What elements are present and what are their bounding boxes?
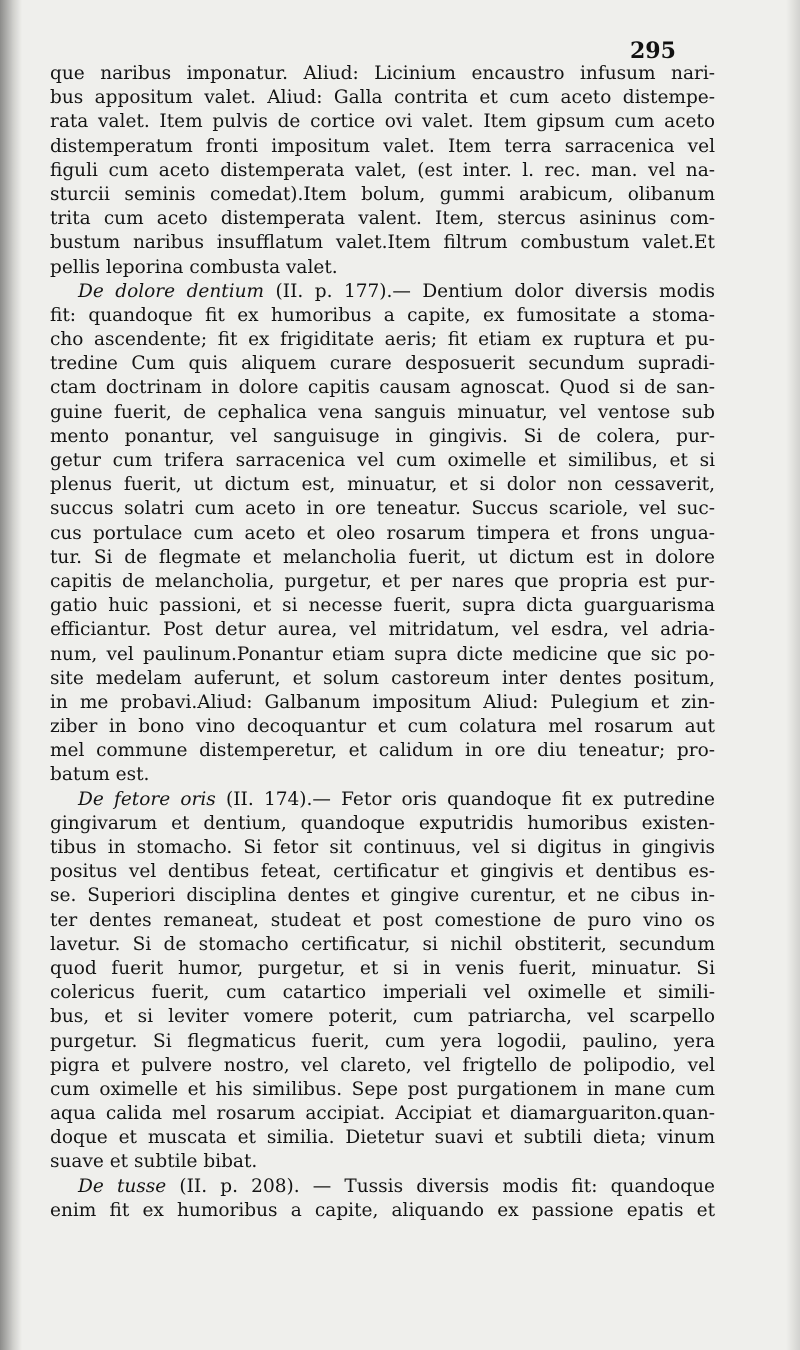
text-line bbox=[50, 522, 715, 546]
line-text: fit: quandoque fit ex humoribus a capite, ex fumositate a stoma- bbox=[50, 304, 715, 326]
text-line bbox=[50, 594, 715, 618]
line-text: purgetur. Si flegmaticus fuerit, cum yera logodii, paulino, yera bbox=[50, 1030, 715, 1052]
line-text: site medelam auferunt, et solum castoreum inter dentes positum, bbox=[50, 667, 715, 689]
text-line bbox=[50, 667, 715, 691]
text-line bbox=[50, 618, 715, 642]
line-text: bus, et si leviter vomere poterit, cum patriarcha, vel scarpello bbox=[50, 1006, 715, 1028]
line-text: capitis de melancholia, purgetur, et per nares que propria est pur- bbox=[50, 570, 715, 592]
line-text: guine fuerit, de cephalica vena sanguis minuatur, vel ventose sub bbox=[50, 401, 715, 423]
line-text: in me probavi.Aliud: Galbanum impositum Aliud: Pulegium et zin- bbox=[50, 691, 715, 713]
line-text: gatio huic passioni, et si necesse fuerit, supra dicta guarguarisma bbox=[50, 595, 715, 617]
text-line bbox=[50, 304, 715, 328]
page-number: 295 bbox=[630, 38, 676, 64]
line-text: trita cum aceto distemperata valent. Item, stercus asininus com- bbox=[50, 208, 715, 230]
text-line bbox=[50, 328, 715, 352]
text-line bbox=[50, 159, 715, 183]
line-text: pigra et pulvere nostro, vel clareto, vel frigtello de polipodio, vel bbox=[50, 1054, 715, 1076]
text-line bbox=[50, 183, 715, 207]
text-line bbox=[50, 812, 715, 836]
line-text: (II. p. 208). — Tussis diversis modis fit: quandoque bbox=[166, 1175, 715, 1197]
text-line bbox=[50, 739, 715, 763]
line-text: lavetur. Si de stomacho certificatur, si nichil obstiterit, secundum bbox=[50, 933, 715, 955]
text-line bbox=[50, 884, 715, 908]
text-line bbox=[50, 860, 715, 884]
text-line bbox=[50, 110, 715, 134]
text-line bbox=[50, 836, 715, 860]
text-line bbox=[50, 62, 715, 86]
text-line bbox=[50, 643, 715, 667]
section-heading-line bbox=[50, 280, 715, 304]
line-text: se. Superiori disciplina dentes et gingive curentur, et ne cibus in- bbox=[50, 885, 715, 907]
text-line bbox=[50, 473, 715, 497]
section-heading-line bbox=[50, 1175, 715, 1199]
line-text: cus portulace cum aceto et oleo rosarum timpera et frons ungua- bbox=[50, 522, 715, 544]
text-line bbox=[50, 1102, 715, 1126]
line-text: ziber in bono vino decoquantur et cum colatura mel rosarum aut bbox=[50, 716, 715, 738]
line-text: (II. 174).— Fetor oris quandoque fit ex putredine bbox=[215, 788, 715, 810]
binding-shadow bbox=[0, 0, 22, 1350]
line-text: enim fit ex humoribus a capite, aliquando ex passione epatis et bbox=[50, 1199, 715, 1221]
line-text: ter dentes remaneat, studeat et post comestione de puro vino os bbox=[50, 909, 715, 931]
text-line bbox=[50, 231, 715, 255]
line-text: cho ascendente; fit ex frigiditate aeris; fit etiam ex ruptura et pu- bbox=[50, 329, 715, 351]
line-text: (II. p. 177).— Dentium dolor diversis modis bbox=[264, 280, 715, 302]
text-line bbox=[50, 1030, 715, 1054]
text-line bbox=[50, 207, 715, 231]
line-text: bus appositum valet. Aliud: Galla contrita et cum aceto distempe- bbox=[50, 87, 715, 109]
text-line bbox=[50, 1126, 715, 1150]
line-text: cum oximelle et his similibus. Sepe post purgationem in mane cum bbox=[50, 1078, 715, 1100]
line-text: efficiantur. Post detur aurea, vel mitridatum, vel esdra, vel adria- bbox=[50, 619, 715, 641]
line-text: figuli cum aceto distemperata valet, (est inter. l. rec. man. vel na- bbox=[50, 159, 715, 181]
text-line bbox=[50, 497, 715, 521]
text-line bbox=[50, 715, 715, 739]
text-line bbox=[50, 425, 715, 449]
text-line bbox=[50, 909, 715, 933]
line-text: plenus fuerit, ut dictum est, minuatur, et si dolor non cessaverit, bbox=[50, 474, 715, 496]
text-line bbox=[50, 449, 715, 473]
line-text: aqua calida mel rosarum accipiat. Accipiat et diamarguariton.quan- bbox=[50, 1103, 715, 1125]
text-line bbox=[50, 86, 715, 110]
text-line bbox=[50, 957, 715, 981]
line-text: doque et muscata et similia. Dietetur suavi et subtili dieta; vinum bbox=[50, 1127, 715, 1149]
line-text: bustum naribus insufflatum valet.Item filtrum combustum valet.Et bbox=[50, 232, 715, 254]
line-text: succus solatri cum aceto in ore teneatur. Succus scariole, vel suc- bbox=[50, 498, 715, 520]
line-text: rata valet. Item pulvis de cortice ovi valet. Item gipsum cum aceto bbox=[50, 111, 715, 133]
body-text bbox=[50, 62, 715, 1223]
text-line bbox=[50, 570, 715, 594]
line-text: suave et subtile bibat. bbox=[50, 1151, 258, 1173]
line-text: tredine Cum quis aliquem curare desposuerit secundum supradi- bbox=[50, 353, 715, 375]
section-heading-line bbox=[50, 788, 715, 812]
text-line bbox=[50, 1078, 715, 1102]
text-line bbox=[50, 763, 715, 787]
line-text: sturcii seminis comedat).Item bolum, gummi arabicum, olibanum bbox=[50, 183, 715, 205]
line-text: batum est. bbox=[50, 764, 150, 786]
line-text: colericus fuerit, cum catartico imperiali vel oximelle et simili- bbox=[50, 982, 715, 1004]
text-line bbox=[50, 1005, 715, 1029]
section-heading: De fetore oris bbox=[78, 788, 216, 810]
line-text: que naribus imponatur. Aliud: Licinium encaustro infusum nari- bbox=[50, 63, 715, 84]
line-text: tur. Si de flegmate et melancholia fuerit, ut dictum est in dolore bbox=[50, 546, 715, 568]
text-line bbox=[50, 981, 715, 1005]
line-text: getur cum trifera sarracenica vel cum oximelle et similibus, et si bbox=[50, 450, 715, 471]
text-line bbox=[50, 376, 715, 400]
line-text: tibus in stomacho. Si fetor sit continuus, vel si digitus in gingivis bbox=[50, 837, 715, 858]
text-line bbox=[50, 352, 715, 376]
page-edge bbox=[786, 0, 800, 1350]
text-line bbox=[50, 691, 715, 715]
line-text: mento ponantur, vel sanguisuge in gingivis. Si de colera, pur- bbox=[50, 425, 715, 447]
line-text: gingivarum et dentium, quandoque exputridis humoribus existen- bbox=[50, 812, 715, 834]
text-line bbox=[50, 1054, 715, 1078]
text-line bbox=[50, 1150, 715, 1174]
text-line bbox=[50, 1199, 715, 1223]
section-heading: De tusse bbox=[78, 1175, 167, 1197]
text-line bbox=[50, 256, 715, 280]
text-line bbox=[50, 933, 715, 957]
line-text: ctam doctrinam in dolore capitis causam agnoscat. Quod si de san- bbox=[50, 377, 715, 399]
line-text: pellis leporina combusta valet. bbox=[50, 256, 338, 278]
text-line bbox=[50, 135, 715, 159]
line-text: mel commune distemperetur, et calidum in ore diu teneatur; pro- bbox=[50, 740, 715, 762]
line-text: distemperatum fronti impositum valet. Item terra sarracenica vel bbox=[50, 135, 715, 157]
line-text: positus vel dentibus feteat, certificatur et gingivis et dentibus es- bbox=[50, 861, 715, 883]
section-heading: De dolore dentium bbox=[78, 280, 265, 302]
text-line bbox=[50, 401, 715, 425]
line-text: quod fuerit humor, purgetur, et si in venis fuerit, minuatur. Si bbox=[50, 957, 715, 979]
line-text: num, vel paulinum.Ponantur etiam supra dicte medicine que sic po- bbox=[50, 643, 715, 665]
text-line bbox=[50, 546, 715, 570]
